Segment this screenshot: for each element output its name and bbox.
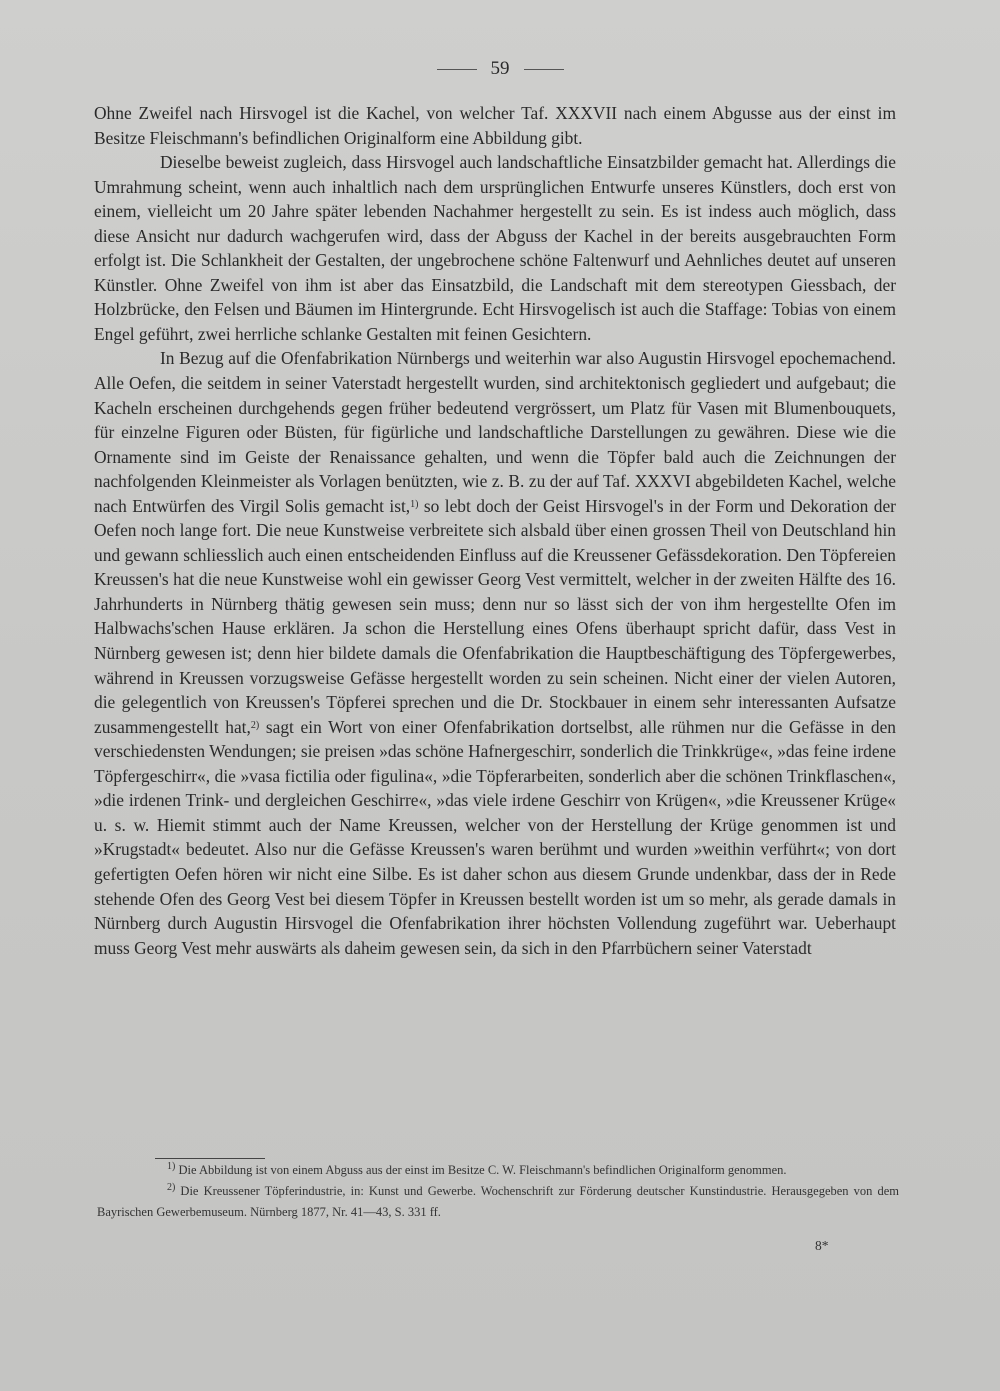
footnote-2-text: Die Kreussener Töpferindustrie, in: Kunst und Gewerbe. Wochenschrift zur Förderung deutscher Kunstindustrie. Herausgegeben von dem Bayrischen Gewerbemuseum. Nürnberg 1877, Nr. 41—43, S. 331 ff. [97, 1184, 899, 1219]
footnote-ref-1: 1) [410, 498, 419, 510]
paragraph-3-part-3: sagt ein Wort von einer Ofenfabrikation dortselbst, alle rühmen nur die Gefässe in den verschiedensten Wendungen; sie preisen »das schöne Hafnergeschirr, sonderlich die Trinkkrüge«, »das feine irdene Töpfergeschirr«, die »vasa fictilia oder figulina«, »die Töpferarbeiten, sonderlich aber die schönen Trinkflaschen«, »die irdenen Trink- und dergleichen Geschirre«, »das viele irdene Geschirr von Krügen«, »die Kreussener Krüge« u. s. w. Hiemit stimmt auch der Name Kreussen, welcher von der Herstellung der Krüge genommen ist und »Krugstadt« bedeutet. Also nur die Gefässe Kreussen's waren berühmt und wurden »weithin verführt«; von dort gefertigten Oefen hören wir nicht eine Silbe. Es ist daher schon aus diesem Grunde undenkbar, dass der in Rede stehende Ofen des Georg Vest bei diesem Töpfer in Kreussen bestellt worden ist um so mehr, als gerade damals in Nürnberg durch Augustin Hirsvogel die Ofenfabrikation ihrer höchsten Vollendung zugeführt war. Ueberhaupt muss Georg Vest mehr auswärts als daheim gewesen sein, da sich in den Pfarrbüchern seiner Vaterstadt [94, 716, 896, 958]
header-rule-right [524, 69, 564, 70]
footnote-1-text: Die Abbildung ist von einem Abguss aus der einst im Besitze C. W. Fleischmann's befindlichen Originalform genommen. [175, 1163, 787, 1177]
footnote-separator [155, 1158, 265, 1159]
paragraph-1: Ohne Zweifel nach Hirsvogel ist die Kachel, von welcher Taf. XXXVII nach einem Abgusse aus der einst im Besitze Fleischmann's befindlichen Originalform eine Abbildung gibt. [94, 103, 896, 148]
paragraph-2: Dieselbe beweist zugleich, dass Hirsvogel auch landschaftliche Einsatzbilder gemacht hat. Allerdings die Umrahmung scheint, wenn auch inhaltlich nach dem ursprünglichen Entwurfe unseres Künstlers, doch erst von einem, vielleicht um 20 Jahre später lebenden Nachahmer hergestellt zu sein. Es ist indess auch möglich, dass diese Ansicht nur dadurch wachgerufen wird, dass der Abguss der Kachel in der bereits ausgebrauchten Form erfolgt ist. Die Schlankheit der Gestalten, der ungebrochene schöne Faltenwurf und Aehnliches deutet auf unseren Künstler. Ohne Zweifel von ihm ist aber das Einsatzbild, die Landschaft mit dem stereotypen Giessbach, der Holzbrücke, den Felsen und Bäumen im Hintergrunde. Echt Hirsvogelisch ist auch die Staffage: Tobias von einem Engel geführt, zwei herrliche schlanke Gestalten mit feinen Gesichtern. [94, 152, 896, 344]
paragraph-3 [94, 346, 896, 960]
page-number: 59 [490, 58, 510, 79]
footnote-1 [97, 1160, 899, 1181]
sheet-signature: 8* [815, 1238, 829, 1253]
footnote-2 [97, 1181, 899, 1223]
footnote-ref-2: 2) [250, 719, 260, 731]
footnote-1-marker: 1) [167, 1161, 176, 1172]
footnotes [97, 1160, 899, 1223]
footnote-2-marker: 2) [167, 1182, 176, 1193]
body-text [94, 101, 896, 960]
paragraph-3-part-2: so lebt doch der Geist Hirsvogel's in der Form und Dekoration der Oefen noch lange fort. Die neue Kunstweise verbreitete sich alsbald über einen grossen Theil von Deutschland hin und gewann schliesslich auch einen entscheidenden Einfluss auf die Kreussener Gefässdekoration. Den Töpfereien Kreussen's hat die neue Kunstweise wohl ein gewisser Georg Vest vermittelt, welcher in der zweiten Hälfte des 16. Jahrhunderts in Nürnberg thätig gewesen sein muss; denn nur so lässt sich der von ihm hergestellte Ofen im Halbwachs'schen Hause erklären. Ja schon die Herstellung eines Ofens überhaupt spricht dafür, dass Vest in Nürnberg gewesen ist; denn hier bildete damals die Ofenfabrikation die Hauptbeschäftigung des Töpfergewerbes, während in Kreussen vorzugsweise Gefässe hergestellt worden zu sein scheinen. Nicht einer der vielen Autoren, die gelegentlich von Kreussen's Töpferei sprechen und die Dr. Stockbauer in einem sehr interessanten Aufsatze zusammengestellt hat, [94, 495, 896, 737]
header-rule-left [437, 69, 477, 70]
page-header [0, 58, 1000, 80]
paragraph-3-part-1: In Bezug auf die Ofenfabrikation Nürnbergs und weiterhin war also Augustin Hirsvogel epochemachend. Alle Oefen, die seitdem in seiner Vaterstadt hergestellt wurden, sind architektonisch gegliedert und aufgebaut; die Kacheln erscheinen durchgehends gegen früher bedeutend vergrössert, um Platz für Vasen mit Blumenbouquets, für einzelne Figuren oder Büsten, für figürliche und landschaftliche Darstellungen zu gewähren. Diese wie die Ornamente sind im Geiste der Renaissance gehalten, und wenn die Töpfer bald auch die Zeichnungen der nachfolgenden Kleinmeister als Vorlagen benützten, wie z. B. zu der auf Taf. XXXVI abgebildeten Kachel, welche nach Entwürfen des Virgil Solis gemacht ist, [94, 348, 896, 516]
